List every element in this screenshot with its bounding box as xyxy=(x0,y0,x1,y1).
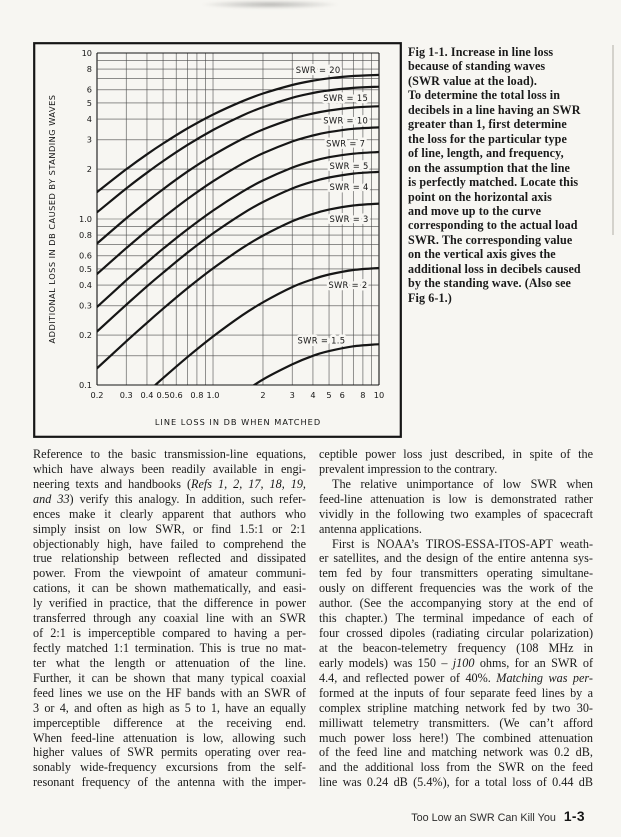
text-line xyxy=(319,492,593,507)
text-line-content: simply insist on low SWR, or find 1.5:1 or 2:1 xyxy=(33,521,307,536)
text-line xyxy=(33,462,306,477)
y-tick-label: 0.2 xyxy=(78,329,92,340)
caption-line: and move up to the curve xyxy=(408,203,542,218)
text-line-content: and 33) verify this analogy. In addition, such refer- xyxy=(33,491,306,506)
text-line-content: Reference to the basic transmission-line equations, xyxy=(33,447,306,461)
text-line-content: Further, it can be shown that many typical coaxial xyxy=(33,670,306,685)
x-tick-label: 2 xyxy=(260,390,266,400)
body-column-left xyxy=(33,447,306,790)
text-line-content: sonably wide-frequency excursions from the self- xyxy=(33,760,306,775)
caption-line: SWR. The corresponding value xyxy=(408,232,573,247)
text-line-content: First is NOAA’s TIROS-ESSA-ITOS-APT weath- xyxy=(332,536,594,551)
text-line-content: much power loss here!) The combined attenuation xyxy=(319,730,593,745)
text-line xyxy=(319,447,593,462)
text-line xyxy=(33,551,306,566)
text-line-content: author. (See the accompanying story at the end of xyxy=(319,596,594,611)
text-line xyxy=(319,551,593,566)
series-label: SWR = 5 xyxy=(329,161,369,172)
y-tick-label: 10 xyxy=(81,47,92,58)
caption-line: (SWR value at the load). xyxy=(408,73,538,88)
text-line-content: power. From the viewpoint of amateur communi- xyxy=(33,566,306,581)
x-tick-label: 1.0 xyxy=(206,390,220,400)
text-line xyxy=(33,492,306,507)
text-line xyxy=(319,537,593,552)
text-line-content: vividly in the following two examples of spacecraft xyxy=(319,506,594,521)
y-axis-title: ADDITIONAL LOSS IN DB CAUSED BY STANDING WAVES xyxy=(47,94,57,344)
y-tick-label: 8 xyxy=(86,63,92,74)
text-line-content: fectly matched 1:1 termination. This is true no mat- xyxy=(33,640,307,655)
caption-line: greater than 1, first determine xyxy=(408,117,567,132)
text-line-content: higher values of SWR permits operating over rea- xyxy=(33,745,307,760)
caption-line: To determine the total loss in xyxy=(408,88,561,103)
caption-line: additional loss in decibels caused xyxy=(408,261,581,276)
text-line xyxy=(319,581,593,596)
text-line xyxy=(33,447,306,462)
caption-line: Fig 1-1. Increase in line loss xyxy=(408,45,554,59)
text-line xyxy=(33,656,306,671)
text-line-content: this chapter.) The terminal impedance of each of xyxy=(319,611,593,626)
caption-line: is perfectly matched. Locate this xyxy=(408,175,579,190)
caption-line: corresponding to the actual load xyxy=(408,218,578,233)
x-tick-label: 0.2 xyxy=(90,390,104,400)
text-line-content: imperceptible difference at the receiving end. xyxy=(33,715,306,730)
text-line xyxy=(319,462,593,477)
text-line xyxy=(319,522,593,537)
text-line-content: of the feed line and matching network was 0.2 dB, xyxy=(319,745,593,760)
y-tick-label: 6 xyxy=(86,84,92,95)
caption-line: point on the horizontal axis xyxy=(408,189,552,204)
swr-loss-chart xyxy=(33,42,402,438)
page-footer xyxy=(411,809,585,824)
text-line xyxy=(319,596,593,611)
caption-line: on the vertical axis gives the xyxy=(408,247,556,262)
text-line-content: true relationship between reflected and dissipated xyxy=(33,551,306,566)
text-line-content: at the beacon-telemetry frequency (108 MHz in xyxy=(319,640,594,655)
text-line xyxy=(33,760,306,775)
y-tick-label: 0.1 xyxy=(78,379,92,390)
page-number: 1-3 xyxy=(563,809,585,824)
x-tick-label: 0.4 xyxy=(140,390,154,400)
body-column-right xyxy=(319,447,593,790)
text-line-content: cations, it can be shown mathematically, and easi- xyxy=(33,581,307,596)
text-line-content: ences make it clearly apparent that authors who xyxy=(33,506,306,521)
text-line-content: prevalent impression to the contrary. xyxy=(319,461,498,476)
running-title: Too Low an SWR Can Kill You xyxy=(411,812,556,824)
text-line xyxy=(33,477,306,492)
text-line xyxy=(33,745,306,760)
x-tick-label: 0.6 xyxy=(169,390,183,400)
text-line xyxy=(33,507,306,522)
text-line xyxy=(319,626,593,641)
text-line-content: formed at the inputs of four separate feed lines by a xyxy=(319,685,594,700)
text-line xyxy=(33,581,306,596)
y-tick-label: 1.0 xyxy=(78,213,92,224)
figure-caption xyxy=(408,45,613,305)
text-line xyxy=(319,760,593,775)
scan-artifact xyxy=(200,0,340,9)
text-line xyxy=(319,716,593,731)
text-line xyxy=(319,566,593,581)
y-tick-label: 2 xyxy=(86,163,92,174)
swr-chart-svg xyxy=(33,42,402,438)
series-label: SWR = 3 xyxy=(329,214,369,224)
text-line-content: resonant frequency of the antenna with the imper- xyxy=(33,775,306,790)
text-line xyxy=(33,596,306,611)
chart-axis-labels xyxy=(47,48,384,427)
y-tick-label: 4 xyxy=(86,113,92,124)
text-line-content: er satellites, and the design of the entire antenna sys- xyxy=(319,551,593,566)
y-tick-label: 0.4 xyxy=(78,279,92,290)
text-line xyxy=(319,641,593,656)
caption-line: decibels in a line having an SWR xyxy=(408,102,581,117)
caption-line: of line, length, and frequency, xyxy=(408,146,564,161)
text-line xyxy=(319,611,593,626)
y-tick-label: 0.6 xyxy=(78,250,92,261)
chart-curves xyxy=(97,75,379,438)
text-line-content: When feed-line attenuation is low, allowing such xyxy=(33,730,306,745)
text-line xyxy=(33,671,306,686)
x-tick-label: 4 xyxy=(310,390,316,400)
x-tick-label: 3 xyxy=(289,390,295,400)
series-label: SWR = 7 xyxy=(326,138,366,149)
text-line-content: neering texts and handbooks (Refs 1, 2, 17, 18, 19, xyxy=(33,476,306,491)
caption-line: Fig 6-1.) xyxy=(408,290,452,305)
text-line-content: of 2:1 is imperceptible compared to having a per- xyxy=(33,626,307,641)
text-line-content: early models) was 150 – j100 ohms, for an SWR of xyxy=(319,655,594,670)
text-line xyxy=(33,731,306,746)
text-line-content: complex stripline matching network fed by two 30- xyxy=(319,700,593,715)
text-line xyxy=(33,626,306,641)
x-tick-label: 10 xyxy=(373,390,385,400)
series-label: SWR = 10 xyxy=(323,115,369,126)
text-line-content: and the additional loss from the SWR on the feed xyxy=(319,760,593,775)
caption-line: the loss for the particular type xyxy=(408,131,567,146)
series-label: SWR = 20 xyxy=(295,64,341,75)
y-tick-label: 0.3 xyxy=(78,300,92,311)
caption-line: by the standing wave. (Also see xyxy=(408,276,572,291)
text-line xyxy=(33,775,306,790)
text-line-content: 4.4, and reflected power of 40%. Matching was per- xyxy=(319,670,593,685)
x-axis-title: LINE LOSS IN DB WHEN MATCHED xyxy=(154,417,322,427)
text-line-content: transferred through any coaxial line with an SWR xyxy=(33,611,306,626)
text-line-content: which have always been readily available in engi- xyxy=(33,461,306,476)
caption-line: because of standing waves xyxy=(408,59,546,74)
y-tick-label: 0.8 xyxy=(78,229,92,240)
y-tick-label: 0.5 xyxy=(78,263,92,274)
x-tick-label: 0.3 xyxy=(119,390,133,400)
text-line-content: ter what the length or attenuation of the line. xyxy=(33,655,307,670)
y-tick-label: 5 xyxy=(86,97,92,108)
text-line xyxy=(319,507,593,522)
text-line xyxy=(319,775,593,790)
text-line xyxy=(319,745,593,760)
text-line xyxy=(33,701,306,716)
text-line-content: ously on different frequencies was the work of the xyxy=(319,581,594,596)
series-label: SWR = 2 xyxy=(328,280,368,291)
text-line xyxy=(33,686,306,701)
text-line xyxy=(33,566,306,581)
text-line xyxy=(319,686,593,701)
text-line-content: antenna applications. xyxy=(319,521,422,536)
text-line xyxy=(319,701,593,716)
x-tick-label: 0.5 xyxy=(156,390,170,400)
text-line-content: objectionably high, have failed to comprehend the xyxy=(33,536,307,551)
text-line xyxy=(33,611,306,626)
text-line xyxy=(319,731,593,746)
text-line-content: four crossed dipoles (radiating circular polarization) xyxy=(319,626,593,641)
text-line xyxy=(319,477,593,492)
text-line-content: The relative unimportance of low SWR when xyxy=(332,476,593,491)
text-line xyxy=(319,656,593,671)
series-label: SWR = 1.5 xyxy=(297,335,346,346)
text-line-content: tem fed by four transmitters operating simultane- xyxy=(319,566,594,581)
caption-line: on the assumption that the line xyxy=(408,160,571,175)
text-line-content: feed-line attenuation is low is demonstrated rather xyxy=(319,491,593,506)
text-line-content: line was 0.24 dB (5.4%), for a total loss of 0.44 dB xyxy=(319,775,593,790)
text-line-content: ly verified in practice, that the difference in power xyxy=(33,596,307,611)
text-line xyxy=(33,716,306,731)
text-line-content: ceptible power loss just described, in spite of the xyxy=(319,447,593,461)
x-tick-label: 8 xyxy=(360,390,366,400)
y-tick-label: 3 xyxy=(86,134,92,145)
series-label: SWR = 15 xyxy=(323,93,369,104)
text-line xyxy=(319,671,593,686)
x-tick-label: 0.8 xyxy=(190,390,204,400)
text-line-content: feed lines we use on the HF bands with an SWR of xyxy=(33,685,306,700)
text-line xyxy=(33,641,306,656)
text-line xyxy=(33,522,306,537)
series-label: SWR = 4 xyxy=(329,181,369,192)
x-tick-label: 6 xyxy=(339,390,345,400)
text-line-content: 3 or 4, and often as high as 5 to 1, have an equally xyxy=(33,700,307,715)
x-tick-label: 5 xyxy=(326,390,332,400)
text-line-content: milliwatt telemetry transmitters. (We can’t afford xyxy=(319,715,593,730)
text-line xyxy=(33,537,306,552)
